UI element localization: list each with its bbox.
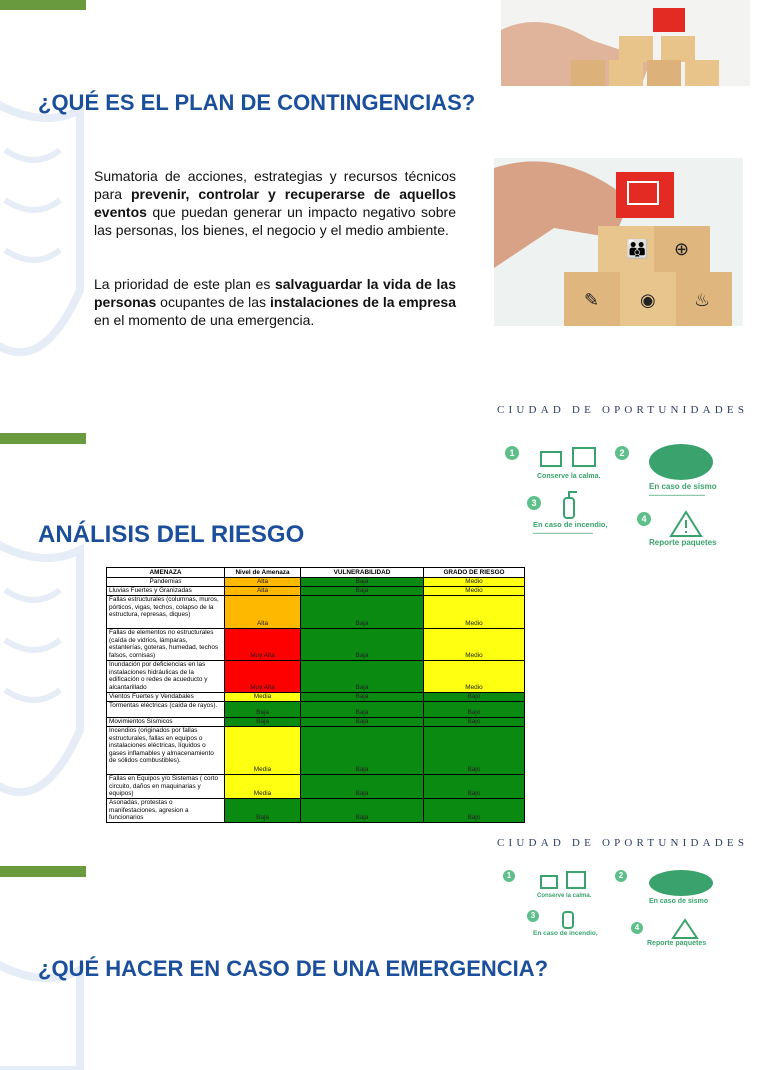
- amenaza-cell: Fallas en Equipos y/o Sistemas ( corto circuito, daños en maquinarias y equipos): [107, 775, 225, 799]
- green-divider-bar: [0, 866, 86, 877]
- vuln-cell: Baja: [301, 629, 424, 661]
- step3-label: En caso de incendio,: [533, 520, 608, 529]
- table-row: [107, 578, 525, 587]
- amenaza-cell: Inundación por deficiencias en las instalaciones hidráulicas de la edificación o redes de acueducto y alcantarillado: [107, 661, 225, 693]
- riesgo-title: ANÁLISIS DEL RIESGO: [38, 521, 305, 548]
- svg-text:◉: ◉: [640, 290, 656, 311]
- amenaza-cell: Incendios (originados por fallas estructurales, fallas en equipos o instalaciones eléctricas, líquidos o gases inflamables y almacenamiento de sólidos combustibles).: [107, 727, 225, 775]
- emergency-infographic: [497, 866, 749, 954]
- table-row: [107, 702, 525, 718]
- grado-cell: Medio: [424, 596, 525, 629]
- table-row: [107, 718, 525, 727]
- nivel-cell: Muy Alta: [225, 661, 301, 693]
- grado-cell: Medio: [424, 661, 525, 693]
- vuln-cell: Baja: [301, 661, 424, 693]
- grado-cell: Bajo: [424, 775, 525, 799]
- col-header: VULNERABILIDAD: [301, 568, 424, 578]
- table-row: [107, 693, 525, 702]
- col-header: GRADO DE RIESGO: [424, 568, 525, 578]
- vuln-cell: Baja: [301, 596, 424, 629]
- grado-cell: Medio: [424, 587, 525, 596]
- hands-icon: [537, 868, 597, 892]
- grado-cell: Bajo: [424, 727, 525, 775]
- amenaza-cell: Fallas estructurales (columnas, muros, pórticos, vigas, techos, colapso de la estructura, represas, diques): [107, 596, 225, 629]
- vuln-cell: Baja: [301, 718, 424, 727]
- nivel-cell: Baja: [225, 799, 301, 823]
- step4-label: Reporte paquetes: [649, 538, 717, 547]
- step4-label: Reporte paquetes: [647, 940, 707, 947]
- city-tagline: CIUDAD DE OPORTUNIDADES: [497, 404, 749, 416]
- step2-detail: ▬▬▬▬▬▬▬▬▬▬▬▬▬▬: [649, 492, 705, 497]
- step1-label: Conserve la calma.: [537, 893, 592, 899]
- step-number: 1: [503, 870, 515, 882]
- step2-label: En caso de sismo: [649, 482, 717, 491]
- nivel-cell: Media: [225, 727, 301, 775]
- table-row: [107, 727, 525, 775]
- svg-text:✎: ✎: [584, 290, 600, 311]
- warning-icon: [671, 918, 699, 940]
- crest-watermark-icon: [0, 530, 90, 830]
- grado-cell: Bajo: [424, 799, 525, 823]
- nivel-cell: Muy Alta: [225, 629, 301, 661]
- amenaza-cell: Asonadas, protestas o manifestaciones, agresion a funcionarios: [107, 799, 225, 823]
- step-number: 2: [615, 446, 629, 460]
- table-row: [107, 775, 525, 799]
- amenaza-cell: Tormentas eléctricas (caída de rayos).: [107, 702, 225, 718]
- step-number: 3: [527, 910, 539, 922]
- nivel-cell: Alta: [225, 587, 301, 596]
- plan-priority: La prioridad de este plan es salvaguardar la vida de las personas ocupantes de las instalaciones de la empresa en el momento de una emergencia.: [94, 276, 457, 328]
- vuln-cell: Baja: [301, 702, 424, 718]
- step3-detail: ▬▬▬▬▬▬▬▬▬▬▬▬▬▬▬: [533, 530, 593, 535]
- vuln-cell: Baja: [301, 799, 424, 823]
- table-row: [107, 799, 525, 823]
- grado-cell: Bajo: [424, 718, 525, 727]
- extinguisher-icon: [559, 906, 577, 930]
- amenaza-cell: Pandemias: [107, 578, 225, 587]
- table-row: [107, 629, 525, 661]
- step3-label: En caso de incendio,: [533, 930, 598, 937]
- col-header: AMENAZA: [107, 568, 225, 578]
- step-number: 2: [615, 870, 627, 882]
- risk-table: [106, 567, 525, 823]
- earthquake-icon: [649, 444, 713, 480]
- nivel-cell: Baja: [225, 702, 301, 718]
- city-tagline: CIUDAD DE OPORTUNIDADES: [497, 837, 749, 849]
- vuln-cell: Baja: [301, 587, 424, 596]
- amenaza-cell: Movimientos Sísmicos: [107, 718, 225, 727]
- table-row: [107, 587, 525, 596]
- vuln-cell: Baja: [301, 693, 424, 702]
- amenaza-cell: Lluvias Fuertes y Granizadas: [107, 587, 225, 596]
- svg-text:⊕: ⊕: [674, 239, 690, 260]
- risk-table-header: [107, 568, 525, 578]
- nivel-cell: Alta: [225, 578, 301, 587]
- step1-label: Conserve la calma.: [537, 473, 601, 480]
- plan-title: ¿QUÉ ES EL PLAN DE CONTINGENCIAS?: [38, 90, 476, 115]
- col-header: Nivel de Amenaza: [225, 568, 301, 578]
- step-number: 4: [637, 512, 651, 526]
- extinguisher-icon: [559, 490, 579, 520]
- step2-label: En caso de sismo: [649, 898, 709, 905]
- nivel-cell: Media: [225, 775, 301, 799]
- emergency-infographic: [497, 440, 749, 550]
- amenaza-cell: Fallas de elementos no estructurales (caída de vidrios, lámparas, estanterías, goteras, humedad, techos falsos, cornisas): [107, 629, 225, 661]
- vuln-cell: Baja: [301, 727, 424, 775]
- table-row: [107, 661, 525, 693]
- table-row: [107, 596, 525, 629]
- plan-description: Sumatoria de acciones, estrategias y recursos técnicos para prevenir, controlar y recuperarse de aquellos eventos que puedan generar un impacto negativo sobre las personas, los bienes, el negocio y el medio ambiente.: [94, 168, 456, 238]
- nivel-cell: Baja: [225, 718, 301, 727]
- blocks-photo: [501, 0, 750, 86]
- nivel-cell: Media: [225, 693, 301, 702]
- svg-text:♨: ♨: [694, 290, 711, 311]
- green-divider-bar: [0, 0, 86, 10]
- earthquake-icon: [649, 870, 713, 896]
- grado-cell: Bajo: [424, 693, 525, 702]
- grado-cell: Medio: [424, 629, 525, 661]
- step-number: 3: [527, 496, 541, 510]
- vuln-cell: Baja: [301, 775, 424, 799]
- nivel-cell: Alta: [225, 596, 301, 629]
- amenaza-cell: Vientos Fuertes y Vendabales: [107, 693, 225, 702]
- step-number: 4: [631, 922, 643, 934]
- warning-icon: [669, 510, 703, 538]
- hands-icon: [537, 442, 607, 472]
- crest-watermark-icon: [0, 90, 90, 390]
- svg-text:👪: 👪: [626, 239, 649, 260]
- hand-blocks-photo: [494, 158, 743, 326]
- vuln-cell: Baja: [301, 578, 424, 587]
- emergencia-title: ¿QUÉ HACER EN CASO DE UNA EMERGENCIA?: [38, 956, 549, 981]
- grado-cell: Bajo: [424, 702, 525, 718]
- grado-cell: Medio: [424, 578, 525, 587]
- green-divider-bar: [0, 433, 86, 444]
- step-number: 1: [505, 446, 519, 460]
